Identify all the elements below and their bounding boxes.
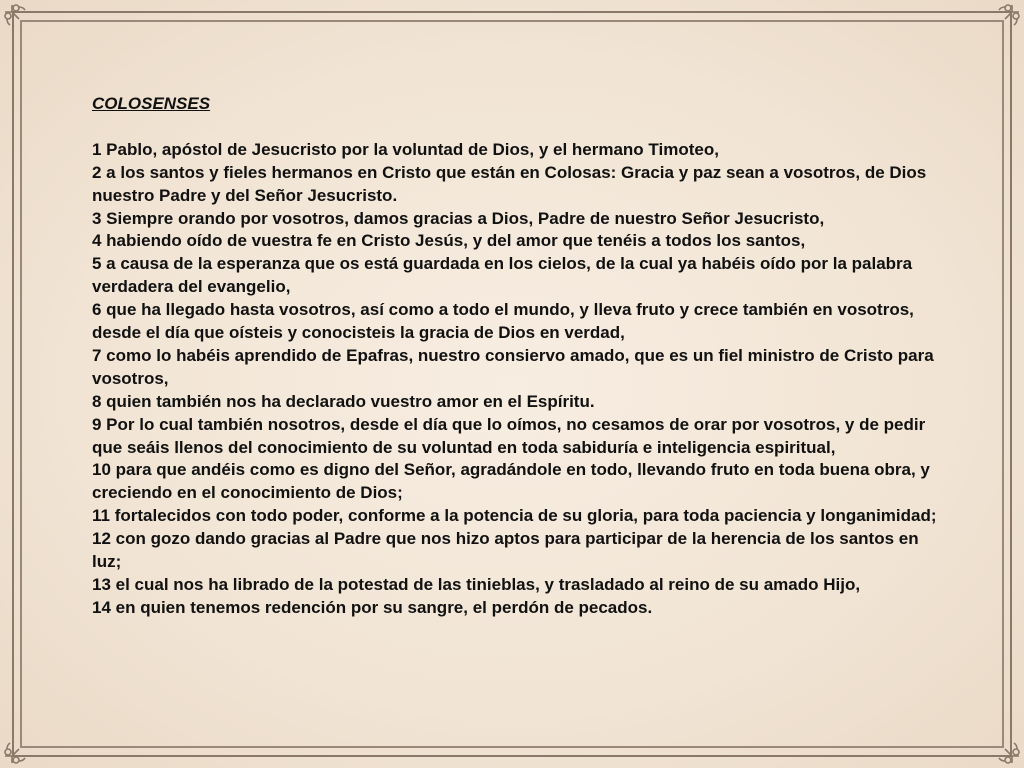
ornamental-corner-icon [991, 735, 1021, 765]
verse-2: 2 a los santos y fieles hermanos en Cristo que están en Colosas: Gracia y paz sean a vosotros, de Dios nuestro Padre y del Señor Jesucristo. [92, 162, 927, 205]
document-title: COLOSENSES [92, 94, 211, 113]
verse-9: 9 Por lo cual también nosotros, desde el día que lo oímos, no cesamos de orar por vosotros, y de pedir que seáis llenos del conocimiento de su voluntad en toda sabiduría e inteligencia espiritual, [92, 414, 926, 457]
verse-8: 8 quien también nos ha declarado vuestro amor en el Espíritu. [92, 391, 595, 411]
ornamental-corner-icon [3, 3, 33, 33]
verse-1: 1 Pablo, apóstol de Jesucristo por la voluntad de Dios, y el hermano Timoteo, [92, 139, 719, 159]
ornamental-corner-icon [991, 3, 1021, 33]
verse-12: 12 con gozo dando gracias al Padre que nos hizo aptos para participar de la herencia de los santos en luz; [92, 529, 919, 572]
verse-13: 13 el cual nos ha librado de la potestad de las tinieblas, y trasladado al reino de su amado Hijo, [92, 575, 861, 595]
verse-6: 6 que ha llegado hasta vosotros, así como a todo el mundo, y lleva fruto y crece también en vosotros, desde el día que oísteis y conocisteis la gracia de Dios en verdad, [92, 300, 914, 343]
verse-7: 7 como lo habéis aprendido de Epafras, nuestro consiervo amado, que es un fiel ministro de Cristo para vosotros, [92, 345, 934, 388]
verse-3: 3 Siempre orando por vosotros, damos gracias a Dios, Padre de nuestro Señor Jesucristo, [92, 208, 825, 228]
ornamental-corner-icon [3, 735, 33, 765]
verse-4: 4 habiendo oído de vuestra fe en Cristo Jesús, y del amor que tenéis a todos los santos, [92, 231, 806, 251]
verse-11: 11 fortalecidos con todo poder, conforme a la potencia de su gloria, para toda paciencia y longanimidad; [92, 506, 937, 526]
verse-10: 10 para que andéis como es digno del Señor, agradándole en todo, llevando fruto en toda buena obra, y creciendo en el conocimiento de Dios; [92, 460, 930, 503]
verse-5: 5 a causa de la esperanza que os está guardada en los cielos, de la cual ya habéis oído por la palabra verdadera del evangelio, [92, 254, 913, 297]
document-body [92, 93, 942, 620]
verse-14: 14 en quien tenemos redención por su sangre, el perdón de pecados. [92, 597, 653, 617]
